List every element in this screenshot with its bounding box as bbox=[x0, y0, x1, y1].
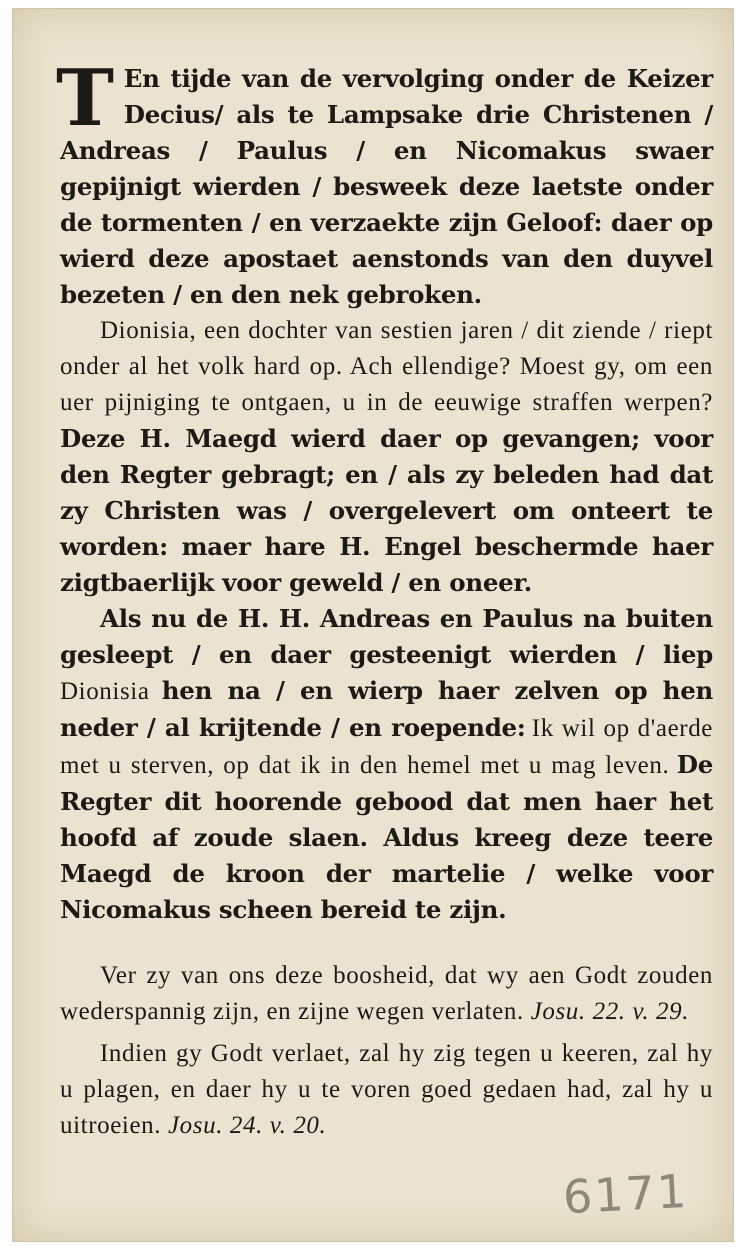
handwritten-catalog-number: 6171 bbox=[561, 1163, 690, 1225]
dionisia-captured: Deze H. Maegd wierd daer op gevangen; voor den Regter gebragt; en / als zy beleden had dat zy Christen was / overgelevert om onteert te worden: maer hare H. Engel beschermde haer zigtbaerlijk voor geweld / en oneer. bbox=[60, 424, 713, 597]
paragraph-martyrdom bbox=[60, 601, 713, 928]
document-text bbox=[56, 53, 713, 1144]
drop-capital: T bbox=[56, 53, 114, 144]
martyrdom-name: Dionisia bbox=[60, 678, 150, 705]
quote-josua-22 bbox=[60, 958, 713, 1030]
martyrdom-quote: Ik wil op d'aerde met u sterven, op dat ik in den hemel met u mag leven. bbox=[60, 715, 713, 779]
quote-josua-24 bbox=[60, 1036, 713, 1144]
paragraph-dionisia bbox=[60, 313, 713, 601]
document-page bbox=[12, 8, 734, 1242]
dionisia-exclamation: Ach ellendige? Moest gy, om een uer pijniging te ontgaen, u in de eeuwige straffen werpen? bbox=[60, 353, 713, 416]
quote-josua-22-text: Ver zy van ons deze boosheid, dat wy aen Godt zouden wederspannig zijn, en zijne wegen verlaten. bbox=[60, 962, 713, 1025]
quote-josua-24-text: Indien gy Godt verlaet, zal hy zig tegen u keeren, zal hy u plagen, en daer hy u te voren goed gedaen had, zal hy u uitroeien. bbox=[60, 1040, 713, 1139]
martyrdom-part-3: De Regter dit hoorende gebood dat men haer het hoofd af zoude slaen. Aldus kreeg deze teere Maegd de kroon der martelie / welke voor Nicomakus scheen bereid te zijn. bbox=[60, 750, 713, 924]
quote-josua-24-ref: Josu. 24. v. 20. bbox=[167, 1112, 327, 1139]
section-gap bbox=[60, 928, 713, 958]
paragraph-decius bbox=[56, 53, 713, 313]
paragraph-decius-text: En tijde van de vervolging onder de Keizer Decius/ als te Lampsake drie Christenen / Andreas / Paulus / en Nicomakus swaer gepijnigt wierden / besweek deze laetste onder de tormenten / en verzaekte zijn Geloof: daer op wierd deze apostaet aenstonds van den duyvel bezeten / en den nek gebroken. bbox=[60, 64, 713, 309]
quote-josua-22-ref: Josu. 22. v. 29. bbox=[530, 998, 690, 1025]
martyrdom-part-2: hen na / en wierp haer zelven op hen neder / al krijtende / en roepende: bbox=[60, 676, 713, 742]
dionisia-intro: Dionisia, een dochter van sestien jaren / dit ziende / riept onder al het volk hard op. bbox=[60, 317, 713, 380]
martyrdom-part-1: Als nu de H. H. Andreas en Paulus na buiten gesleept / en daer gesteenigt wierden / liep bbox=[60, 604, 713, 669]
